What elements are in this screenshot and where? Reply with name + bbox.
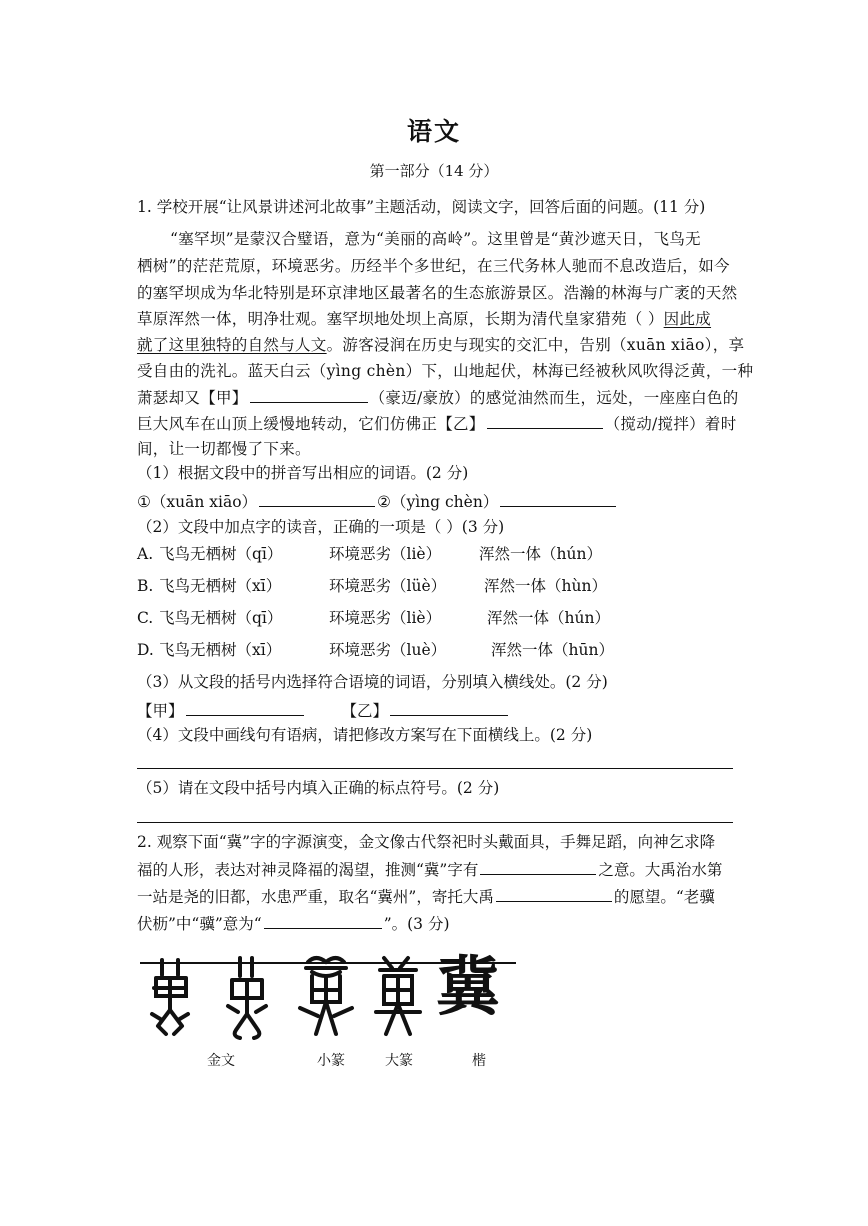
answer-blank-a[interactable]	[259, 490, 375, 507]
option-item: 浑然一体（hùn）	[484, 577, 607, 595]
question-text: 一站是尧的旧都，水患严重，取名“冀州”，寄托大禹	[137, 888, 494, 906]
option-item: 环境恶劣（liè）	[329, 545, 442, 563]
passage-line-8	[137, 412, 737, 435]
sub-question-3: （3）从文段的括号内选择符合语境的词语，分别填入横线处。(2 分)	[137, 673, 608, 691]
option-letter: A.	[137, 545, 154, 563]
question-text: 伏枥”中“骥”意为“	[137, 915, 262, 933]
pinyin-b: ②（yìng chèn）	[377, 493, 499, 511]
passage-text: 巨大风车在山顶上缓慢地转动，它们仿佛正【乙】	[137, 415, 485, 433]
blank-jia[interactable]	[250, 386, 368, 403]
option-item: 飞鸟无栖树（qī）	[159, 609, 283, 627]
option-letter: C.	[137, 609, 154, 627]
question-2-line-4	[137, 912, 450, 935]
blank-yi[interactable]	[487, 412, 603, 429]
answer-blank-ji[interactable]	[264, 912, 382, 929]
label-yi: 【乙】	[341, 702, 389, 720]
sub-question-2: （2）文段中加点字的读音，正确的一项是（ ）(3 分)	[137, 518, 505, 536]
answer-blank-b[interactable]	[500, 490, 616, 507]
answer-line-4[interactable]	[137, 768, 733, 769]
option-item: 浑然一体（hūn）	[491, 641, 614, 659]
answer-blank-wish[interactable]	[496, 885, 612, 902]
option-item: 环境恶劣（luè）	[329, 641, 447, 659]
passage-line-1: “塞罕坝”是蒙汉合璧语，意为“美丽的高岭”。这里曾是“黄沙遮天日，飞鸟无	[170, 230, 701, 248]
question-text: ”。(3 分)	[383, 915, 450, 933]
label-kai: 楷	[472, 1053, 486, 1069]
option-letter: B.	[137, 577, 154, 595]
passage-line-2: 栖树”的茫茫荒原，环境恶劣。历经半个多世纪，在三代务林人驰而不息改造后，如今	[137, 257, 730, 275]
option-item: 浑然一体（hún）	[487, 609, 610, 627]
pinyin-a: ①（xuān xiāo）	[137, 493, 258, 511]
xiaozhuan-glyph	[228, 958, 266, 1038]
answer-blank-yi[interactable]	[390, 699, 508, 716]
answer-blank-jia[interactable]	[186, 699, 304, 716]
dazhuan-glyph	[300, 958, 352, 1034]
kaishu-glyph: 冀	[436, 951, 500, 1025]
sub-question-1-answers	[137, 490, 618, 513]
option-c[interactable]	[137, 607, 610, 629]
passage-line-3: 的塞罕坝成为华北特别是环京津地区最著名的生态旅游景区。浩瀚的林海与广袤的天然	[137, 284, 738, 302]
sub-question-3-answers	[137, 699, 510, 722]
passage-line-6: 受自由的洗礼。蓝天白云（yìng chèn）下，山地起伏，林海已经被秋风吹得泛黄，一种	[137, 362, 754, 380]
label-jinwen: 金文	[207, 1053, 235, 1069]
option-item: 浑然一体（hún）	[479, 545, 602, 563]
label-xiaozhuan: 小篆	[317, 1053, 345, 1069]
option-letter: D.	[137, 641, 154, 659]
option-item: 飞鸟无栖树（qī）	[159, 545, 283, 563]
passage-text: 。游客浸润在历史与现实的交汇中，告别（xuān xiāo），享	[326, 336, 745, 354]
option-item: 环境恶劣（lüè）	[329, 577, 447, 595]
question-2-line-3	[137, 885, 715, 908]
underlined-sentence: 就了这里独特的自然与人文	[137, 336, 327, 354]
question-text: 的愿望。“老骥	[613, 888, 715, 906]
passage-line-5	[137, 334, 744, 356]
sub-question-1: （1）根据文段中的拼音写出相应的词语。(2 分)	[137, 464, 469, 482]
passage-text: 草原浑然一体，明净壮观。塞罕坝地处坝上高原，长期为清代皇家猎苑（ ）	[137, 310, 664, 328]
passage-text: 萧瑟却又【甲】	[137, 389, 248, 407]
question-text: 福的人形，表达对神灵降福的渴望，推测“冀”字有	[137, 861, 479, 879]
passage-line-9: 间，让一切都慢了下来。	[137, 440, 311, 458]
label-jia: 【甲】	[137, 702, 184, 720]
sub-question-4: （4）文段中画线句有语病，请把修改方案写在下面横线上。(2 分)	[137, 726, 593, 744]
label-dazhuan: 大篆	[385, 1053, 413, 1069]
option-item: 飞鸟无栖树（xī）	[159, 641, 282, 659]
dazhuan-glyph-2	[376, 958, 420, 1034]
option-a[interactable]	[137, 543, 602, 565]
section-heading: 第一部分（14 分）	[369, 162, 499, 180]
question-2-line-2	[137, 858, 722, 881]
sub-question-5: （5）请在文段中括号内填入正确的标点符号。(2 分)	[137, 779, 500, 797]
passage-line-4	[137, 308, 711, 330]
option-d[interactable]	[137, 639, 614, 661]
question-1-stem: 1. 学校开展“让风景讲述河北故事”主题活动，阅读文字，回答后面的问题。(11 分)	[137, 198, 706, 216]
passage-text: （豪迈/豪放）的感觉油然而生，远处，一座座白色的	[369, 389, 739, 407]
answer-line-5[interactable]	[137, 822, 733, 823]
passage-text: （搅动/搅拌）着时	[604, 415, 737, 433]
option-item: 飞鸟无栖树（xī）	[159, 577, 282, 595]
jinwen-glyph	[152, 960, 188, 1034]
answer-blank-meaning[interactable]	[480, 858, 596, 875]
option-item: 环境恶劣（liè）	[329, 609, 442, 627]
passage-line-7	[137, 386, 739, 409]
page-title: 语文	[406, 117, 461, 146]
question-2-line-1: 2. 观察下面“冀”字的字源演变，金文像古代祭祀时头戴面具，手舞足蹈，向神乞求降	[137, 833, 716, 851]
option-b[interactable]	[137, 575, 607, 597]
underlined-sentence: 因此成	[663, 310, 712, 328]
question-text: 之意。大禹治水第	[598, 861, 723, 879]
